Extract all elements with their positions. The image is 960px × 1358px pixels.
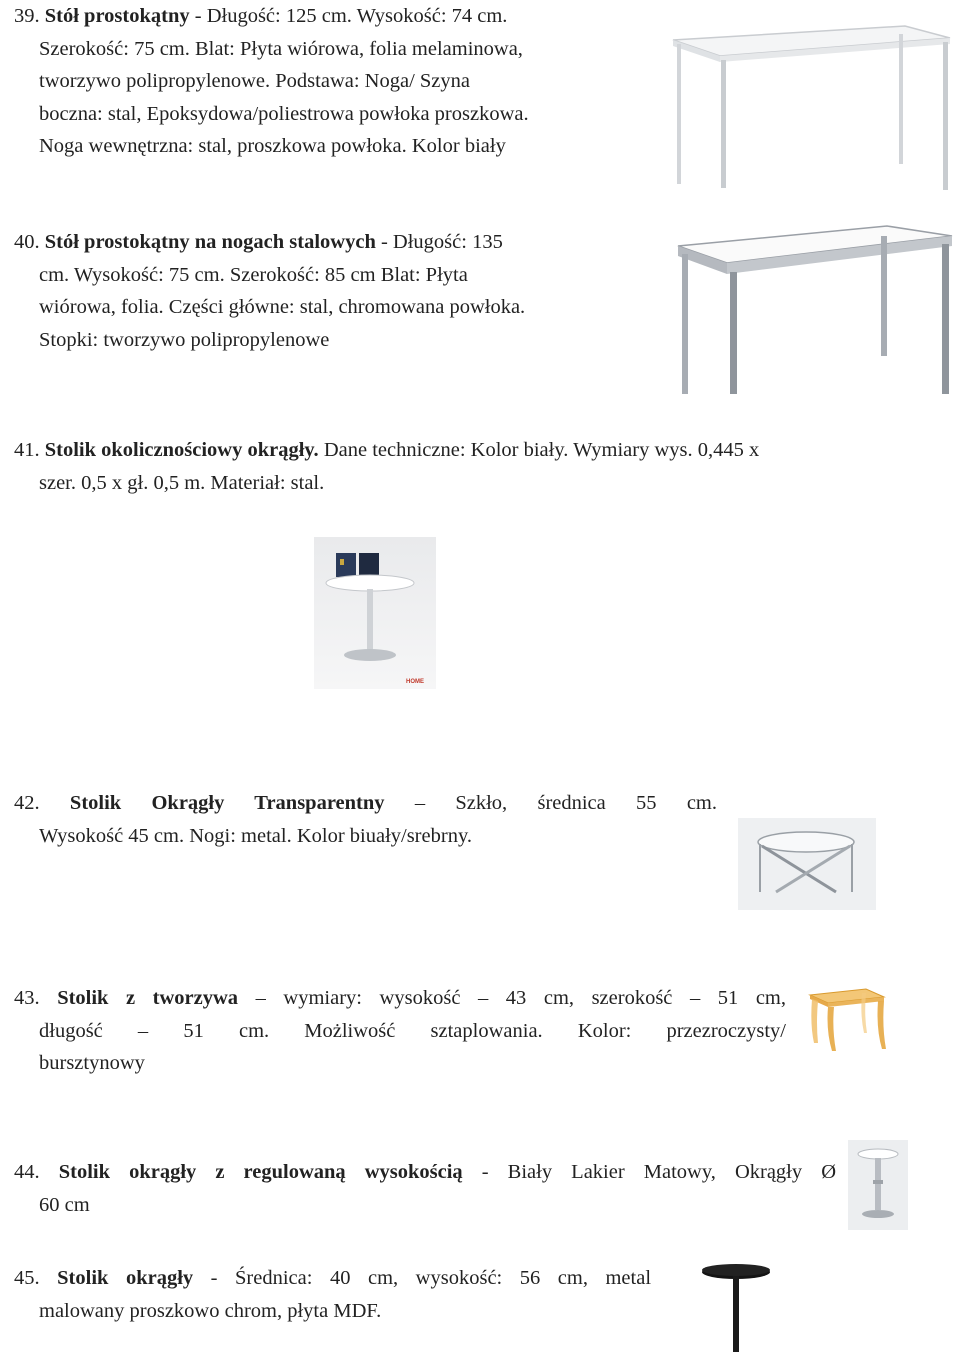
item-number: 40. bbox=[14, 231, 40, 253]
item-text: - Biały Lakier Matowy, Okrągły Ø bbox=[462, 1161, 836, 1183]
item-42 bbox=[14, 787, 717, 852]
table-45-image bbox=[668, 1256, 798, 1356]
item-title: Stolik z tworzywa bbox=[57, 987, 239, 1009]
item-title: Stolik Okrągły Transparentny bbox=[69, 792, 385, 814]
item-text: szer. 0,5 x gł. 0,5 m. Materiał: stal. bbox=[39, 471, 325, 494]
item-text: - Średnica: 40 cm, wysokość: 56 cm, metal bbox=[193, 1267, 652, 1289]
table-42-image bbox=[738, 818, 876, 910]
table-44-image bbox=[848, 1140, 908, 1230]
table-39-image bbox=[665, 18, 955, 193]
item-text: wiórowa, folia. Części główne: stal, chromowana powłoka. bbox=[39, 296, 526, 318]
item-text: długość – 51 cm. Możliwość sztaplowania. Kolor: przezroczysty/ bbox=[39, 1019, 786, 1042]
item-number: 39. bbox=[14, 5, 40, 27]
item-text: – Szkło, średnica 55 cm. bbox=[384, 792, 718, 814]
item-text: boczna: stal, Epoksydowa/poliestrowa powłoka proszkowa. bbox=[39, 102, 529, 125]
item-39-line-1 bbox=[14, 0, 639, 33]
item-number: 42. bbox=[14, 792, 40, 814]
item-43 bbox=[14, 982, 786, 1080]
item-text: 60 cm bbox=[39, 1193, 90, 1216]
item-title: Stolik okrągły z regulowaną wysokością bbox=[58, 1161, 463, 1183]
item-text: - Długość: 125 cm. Wysokość: 74 cm. bbox=[189, 5, 508, 27]
item-number: 44. bbox=[14, 1161, 40, 1183]
item-title: Stół prostokątny na nogach stalowych bbox=[44, 231, 376, 253]
item-text: cm. Wysokość: 75 cm. Szerokość: 85 cm Blat: Płyta bbox=[39, 263, 468, 286]
item-text: – wymiary: wysokość – 43 cm, szerokość – 51 cm, bbox=[238, 987, 786, 1009]
item-44-line-1 bbox=[14, 1156, 836, 1189]
item-44 bbox=[14, 1156, 836, 1221]
item-text: tworzywo polipropylenowe. Podstawa: Noga/ Szyna bbox=[39, 70, 470, 92]
item-text: Dane techniczne: Kolor biały. Wymiary wys. 0,445 x bbox=[318, 439, 760, 461]
item-41-line-1 bbox=[14, 434, 924, 467]
item-text: bursztynowy bbox=[39, 1052, 145, 1074]
item-text: Stopki: tworzywo polipropylenowe bbox=[39, 328, 330, 351]
item-43-line-1 bbox=[14, 982, 786, 1015]
item-41 bbox=[14, 434, 924, 499]
item-text: malowany proszkowo chrom, płyta MDF. bbox=[39, 1299, 382, 1322]
item-40-line-1 bbox=[14, 226, 642, 259]
item-title: Stół prostokątny bbox=[44, 5, 190, 27]
brand-logo: HOME bbox=[406, 679, 424, 685]
table-43-image bbox=[806, 985, 888, 1055]
item-text: Szerokość: 75 cm. Blat: Płyta wiórowa, folia melaminowa, bbox=[39, 37, 523, 60]
item-45-line-1 bbox=[14, 1262, 651, 1295]
item-42-line-1 bbox=[14, 787, 717, 820]
item-number: 45. bbox=[14, 1267, 40, 1289]
item-text: Wysokość 45 cm. Nogi: metal. Kolor biuały/srebrny. bbox=[39, 824, 472, 847]
table-41-image bbox=[314, 537, 436, 689]
item-number: 41. bbox=[14, 439, 40, 461]
item-45 bbox=[14, 1262, 651, 1327]
item-title: Stolik okrągły bbox=[57, 1267, 194, 1289]
item-number: 43. bbox=[14, 987, 40, 1009]
table-40-image bbox=[672, 218, 957, 398]
item-text: Noga wewnętrzna: stal, proszkowa powłoka. Kolor biały bbox=[39, 135, 506, 157]
item-text: - Długość: 135 bbox=[375, 231, 503, 253]
item-title: Stolik okolicznościowy okrągły. bbox=[44, 439, 319, 461]
item-39 bbox=[14, 0, 639, 163]
item-40 bbox=[14, 226, 642, 356]
